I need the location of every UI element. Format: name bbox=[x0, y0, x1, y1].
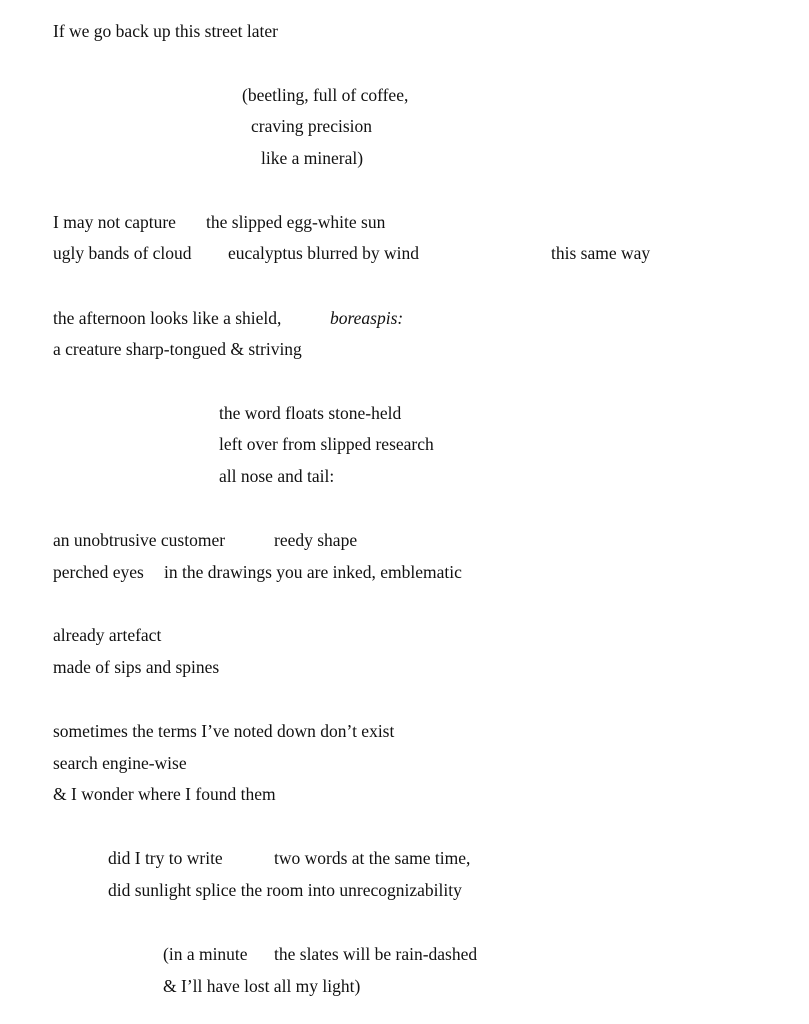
poem-line: & I wonder where I found them bbox=[53, 784, 276, 804]
poem-line-fragment: eucalyptus blurred by wind bbox=[228, 243, 419, 263]
poem-line: like a mineral) bbox=[261, 148, 364, 168]
poem-line-fragment: this same way bbox=[551, 243, 651, 263]
poem-line-fragment-italic: boreaspis: bbox=[330, 308, 404, 328]
poem-line: If we go back up this street later bbox=[53, 21, 278, 41]
poem-line-fragment: the slipped egg-white sun bbox=[206, 212, 386, 232]
poem-line: already artefact bbox=[53, 625, 162, 645]
poem-line: a creature sharp-tongued & striving bbox=[53, 339, 302, 359]
poem-line-fragment: an unobtrusive customer bbox=[53, 530, 226, 550]
poem-line: made of sips and spines bbox=[53, 657, 220, 677]
poem-line-fragment: (in a minute bbox=[163, 944, 248, 964]
poem-line-fragment: did I try to write bbox=[108, 848, 223, 868]
poem-line: all nose and tail: bbox=[219, 466, 335, 486]
poem-line: sometimes the terms I’ve noted down don’t exist bbox=[53, 721, 395, 741]
poem-line: (beetling, full of coffee, bbox=[242, 85, 409, 105]
poem-line-fragment: perched eyes bbox=[53, 562, 144, 582]
poem-line: search engine-wise bbox=[53, 753, 187, 773]
poem-line-fragment: the afternoon looks like a shield, bbox=[53, 308, 282, 328]
poem-line: the word floats stone-held bbox=[219, 403, 402, 423]
poem-line-fragment: in the drawings you are inked, emblematic bbox=[164, 562, 462, 582]
poem-line: & I’ll have lost all my light) bbox=[163, 976, 361, 996]
poem-line-fragment: two words at the same time, bbox=[274, 848, 471, 868]
poem-line: did sunlight splice the room into unrecognizability bbox=[108, 880, 462, 900]
poem-line-fragment: reedy shape bbox=[274, 530, 358, 550]
poem-line: craving precision bbox=[251, 116, 372, 136]
poem-line: left over from slipped research bbox=[219, 434, 434, 454]
poem-line-fragment: I may not capture bbox=[53, 212, 176, 232]
poem-line-fragment: ugly bands of cloud bbox=[53, 243, 192, 263]
poem-line-fragment: the slates will be rain-dashed bbox=[274, 944, 478, 964]
